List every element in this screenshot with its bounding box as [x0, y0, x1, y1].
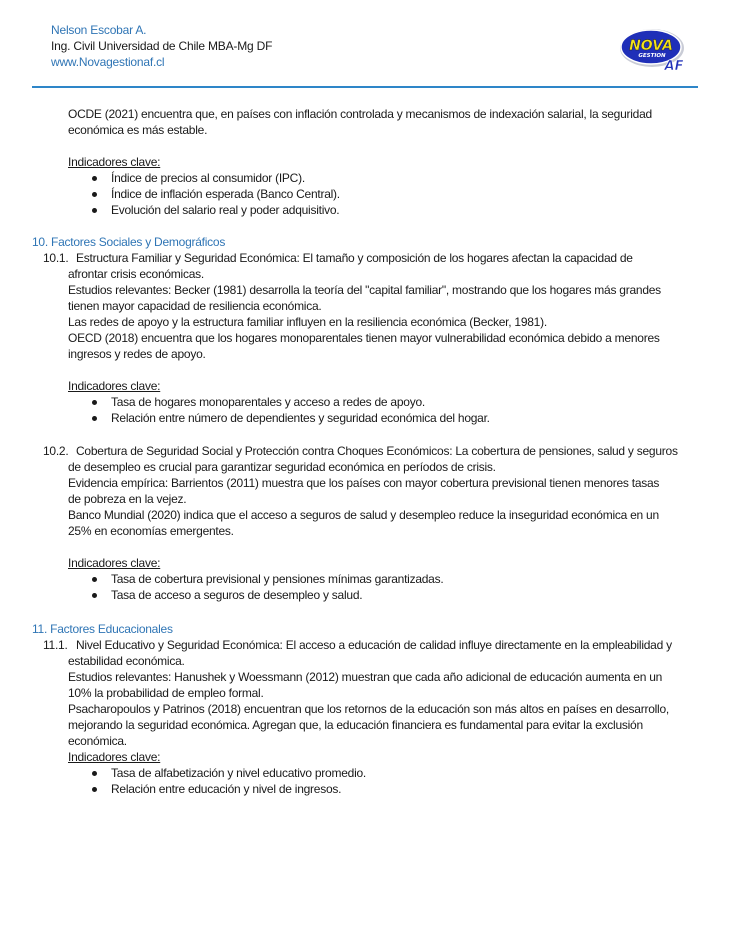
subsection-number: 11.1. — [43, 638, 68, 652]
subsection-line: tienen mayor capacidad de resiliencia económica. — [68, 299, 322, 313]
bullet-icon — [92, 787, 97, 792]
subsection-line: Las redes de apoyo y la estructura familiar influyen en la resiliencia económica (Becker, 1981). — [68, 315, 547, 329]
list-item: Relación entre número de dependientes y seguridad económica del hogar. — [111, 411, 490, 425]
header-divider — [32, 86, 698, 88]
list-item: Tasa de hogares monoparentales y acceso a redes de apoyo. — [111, 395, 425, 409]
subsection-line: de pobreza en la vejez. — [68, 492, 187, 506]
website-link[interactable]: www.Novagestionaf.cl — [51, 55, 165, 69]
subsection-line: OECD (2018) encuentra que los hogares monoparentales tienen mayor vulnerabilidad económica debido a menores — [68, 331, 660, 345]
section-heading: 11. Factores Educacionales — [32, 622, 173, 636]
paragraph-line: OCDE (2021) encuentra que, en países con inflación controlada y mecanismos de indexación salarial, la seguridad — [68, 107, 652, 121]
subsection-line: Estudios relevantes: Hanushek y Woessmann (2012) muestran que cada año adicional de educación aumenta en un — [68, 670, 663, 684]
bullet-icon — [92, 208, 97, 213]
list-item: Tasa de alfabetización y nivel educativo promedio. — [111, 766, 366, 780]
indicators-label: Indicadores clave: — [68, 556, 161, 570]
subsection-number: 10.1. — [43, 251, 69, 265]
author-credentials: Ing. Civil Universidad de Chile MBA-Mg DF — [51, 39, 273, 53]
subsection-line: Estructura Familiar y Seguridad Económica: El tamaño y composición de los hogares afectan la capacidad de — [76, 251, 633, 265]
author-name: Nelson Escobar A. — [51, 23, 147, 37]
svg-text:GESTION: GESTION — [638, 53, 666, 59]
page-header — [0, 0, 730, 92]
indicators-label: Indicadores clave: — [68, 379, 161, 393]
subsection-line: económica. — [68, 734, 127, 748]
subsection-line: Nivel Educativo y Seguridad Económica: El acceso a educación de calidad influye directamente en la empleabilidad y — [76, 638, 672, 652]
paragraph-line: económica es más estable. — [68, 123, 208, 137]
subsection-line: ingresos y redes de apoyo. — [68, 347, 206, 361]
bullet-icon — [92, 577, 97, 582]
svg-text:NOVA: NOVA — [629, 38, 673, 54]
bullet-icon — [92, 192, 97, 197]
subsection-line: estabilidad económica. — [68, 654, 185, 668]
indicators-label: Indicadores clave: — [68, 155, 161, 169]
list-item: Índice de precios al consumidor (IPC). — [111, 171, 305, 185]
subsection-line: de desempleo es crucial para garantizar seguridad económica en períodos de crisis. — [68, 460, 496, 474]
subsection-line: mejorando la seguridad económica. Agregan que, la educación financiera es fundamental para evitar la exclusión — [68, 718, 643, 732]
subsection-line: Evidencia empírica: Barrientos (2011) muestra que los países con mayor cobertura previsional tienen menores tasas — [68, 476, 660, 490]
nova-gestion-logo — [618, 26, 692, 76]
list-item: Relación entre educación y nivel de ingresos. — [111, 782, 342, 796]
bullet-icon — [92, 771, 97, 776]
list-item: Evolución del salario real y poder adquisitivo. — [111, 203, 340, 217]
list-item: Tasa de cobertura previsional y pensiones mínimas garantizadas. — [111, 572, 444, 586]
list-item: Tasa de acceso a seguros de desempleo y salud. — [111, 588, 363, 602]
bullet-icon — [92, 416, 97, 421]
bullet-icon — [92, 176, 97, 181]
subsection-number: 10.2. — [43, 444, 69, 458]
subsection-line: Cobertura de Seguridad Social y Protección contra Choques Económicos: La cobertura de pensiones, salud y seguros — [76, 444, 678, 458]
indicators-label: Indicadores clave: — [68, 750, 161, 764]
svg-text:AF: AF — [664, 59, 684, 74]
subsection-line: Estudios relevantes: Becker (1981) desarrolla la teoría del "capital familiar", mostrando que los hogares más grandes — [68, 283, 661, 297]
list-item: Índice de inflación esperada (Banco Central). — [111, 187, 340, 201]
bullet-icon — [92, 400, 97, 405]
subsection-line: 10% la probabilidad de empleo formal. — [68, 686, 264, 700]
bullet-icon — [92, 593, 97, 598]
subsection-line: Banco Mundial (2020) indica que el acceso a seguros de salud y desempleo reduce la inseguridad económica en un — [68, 508, 659, 522]
subsection-line: afrontar crisis económicas. — [68, 267, 204, 281]
subsection-line: 25% en economías emergentes. — [68, 524, 234, 538]
section-heading: 10. Factores Sociales y Demográficos — [32, 235, 226, 249]
subsection-line: Psacharopoulos y Patrinos (2018) encuentran que los retornos de la educación son más altos en países en desarrollo, — [68, 702, 669, 716]
